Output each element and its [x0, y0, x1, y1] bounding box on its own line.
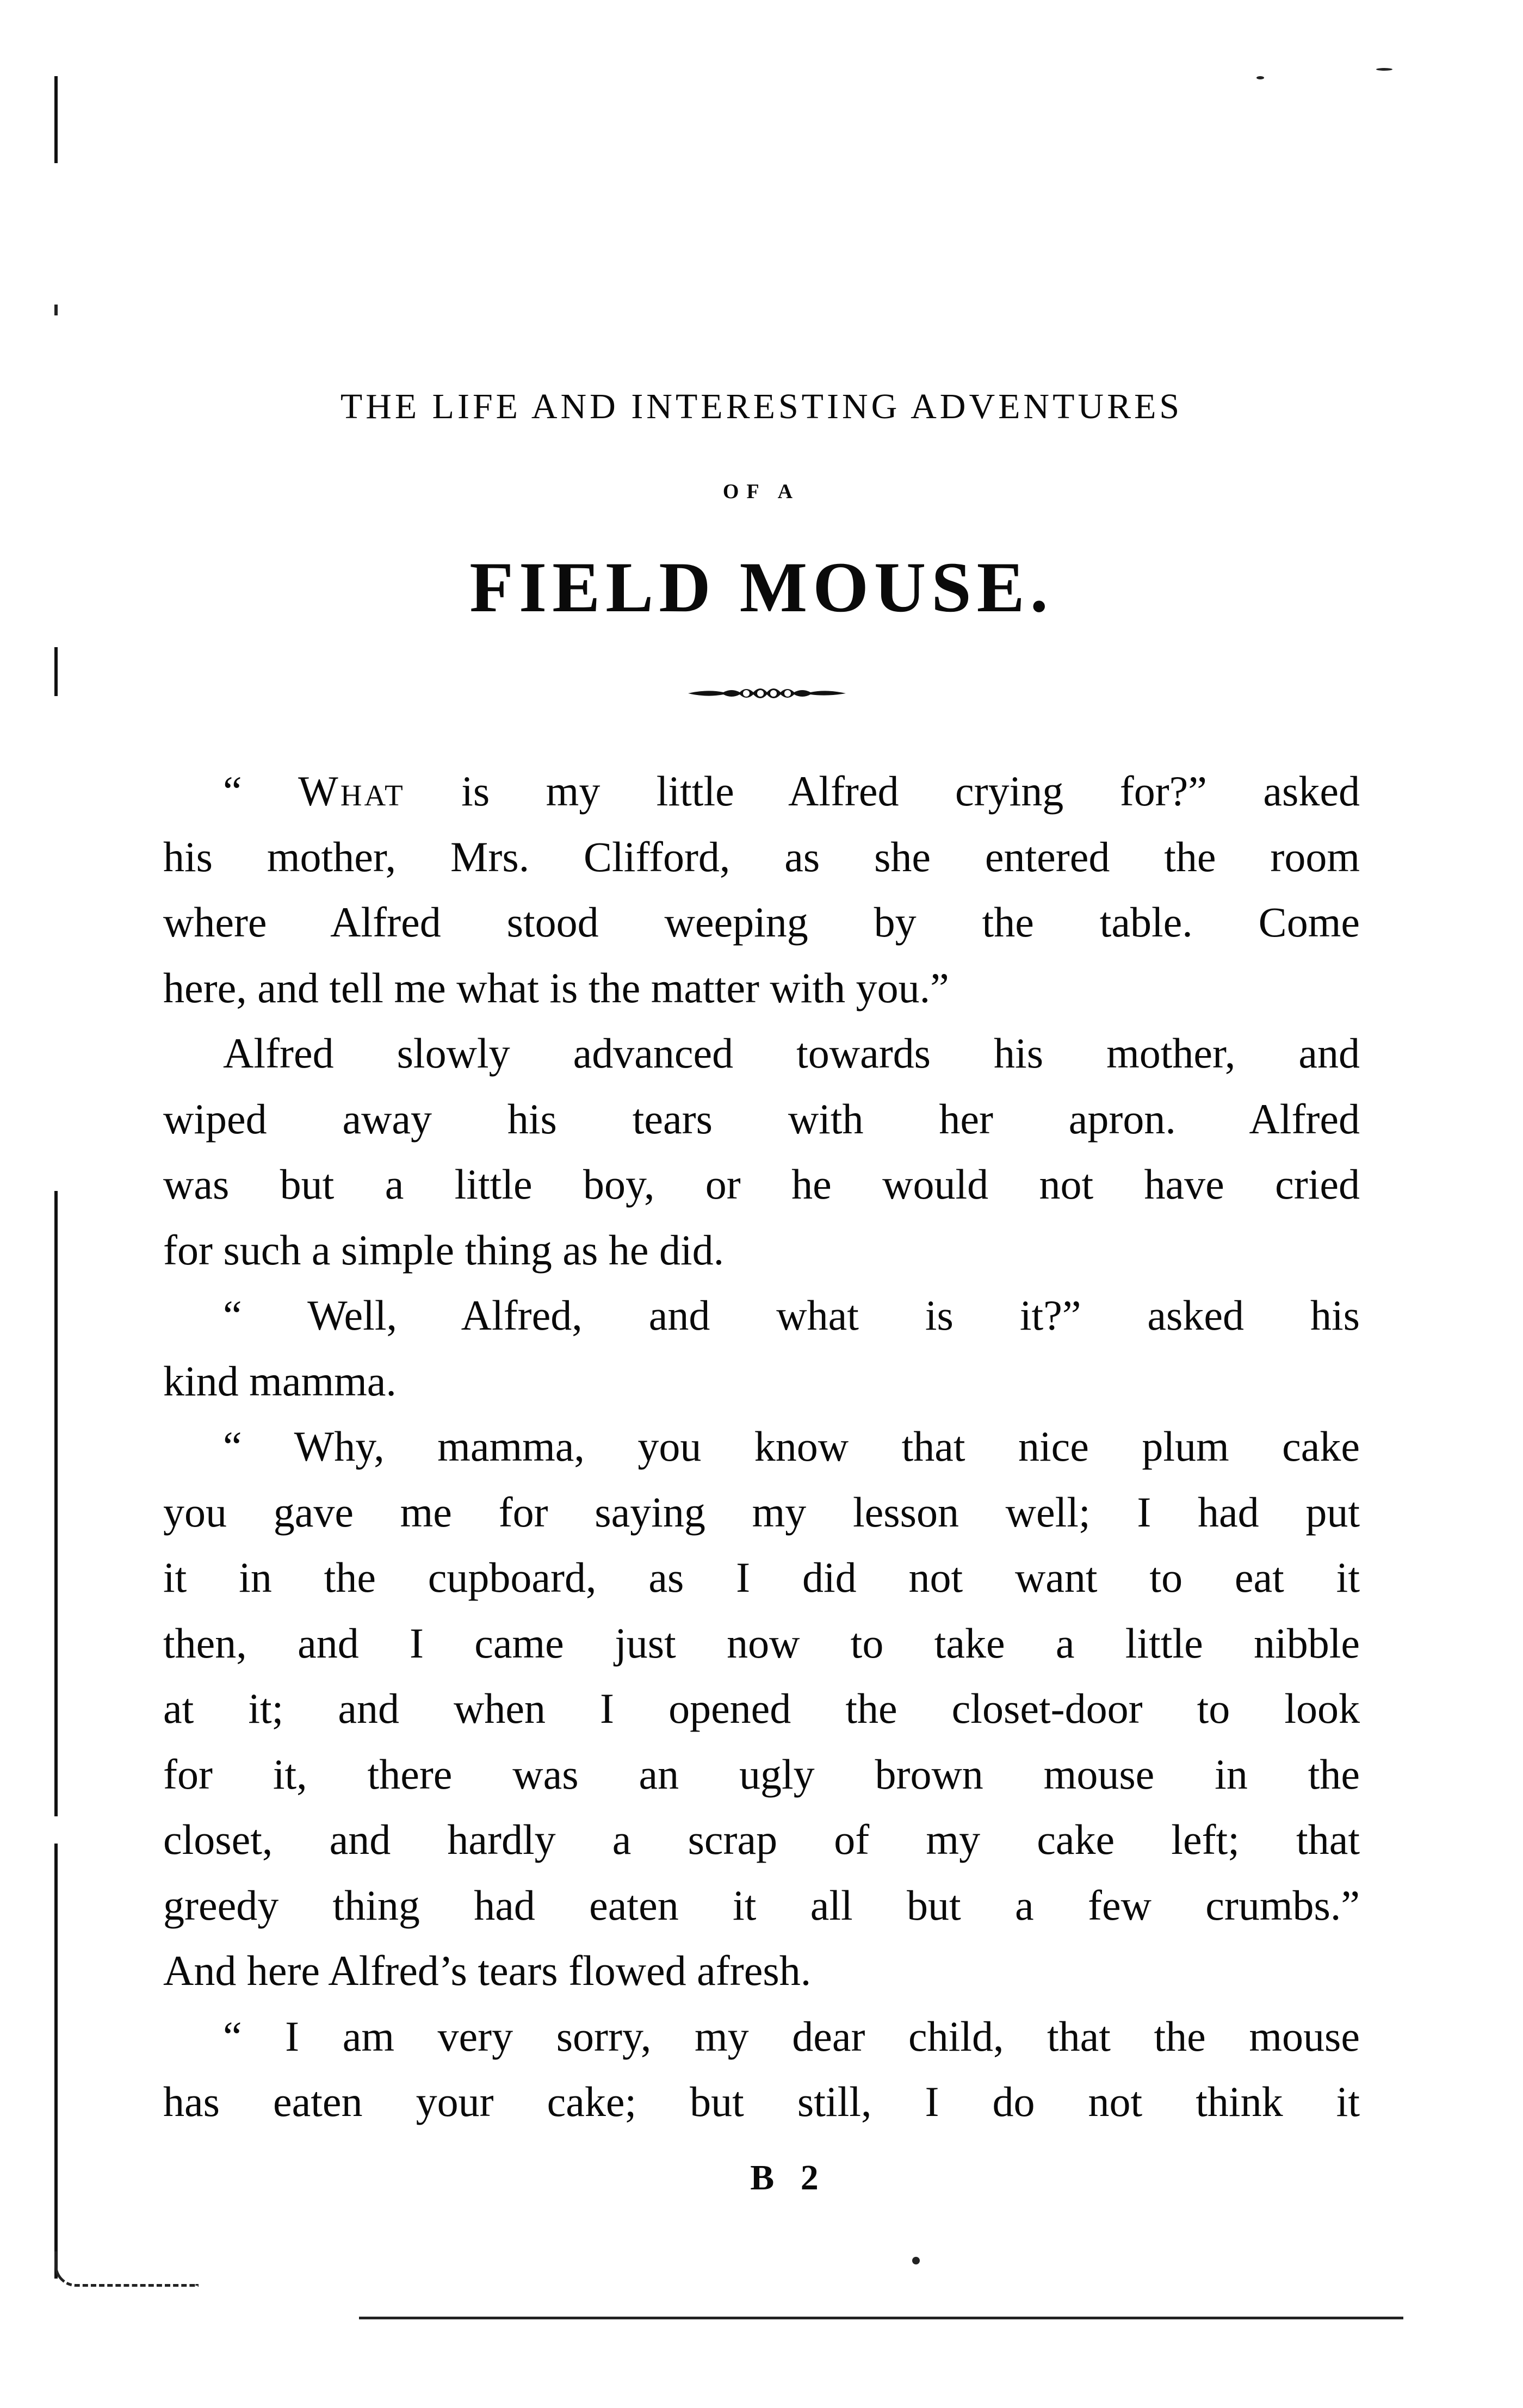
text-line: has eaten your cake; but still, I do not think it	[163, 2078, 1360, 2125]
text-line: at it; and when I opened the closet-door to look	[163, 1685, 1360, 1732]
text-line: for such a simple thing as he did.	[163, 1226, 725, 1274]
text-line: And here Alfred’s tears flowed afresh.	[163, 1947, 812, 1994]
text-line: then, and I came just now to take a little nibble	[163, 1619, 1360, 1667]
text-line: his mother, Mrs. Clifford, as she entered the room	[163, 833, 1360, 880]
ink-speck	[1256, 76, 1264, 79]
text-line: you gave me for saying my lesson well; I had put	[163, 1488, 1360, 1536]
text-line: “ Well, Alfred, and what is it?” asked his	[223, 1292, 1360, 1339]
text-line: “ I am very sorry, my dear child, that the mouse	[223, 2012, 1360, 2060]
story-text	[163, 759, 1360, 2135]
paragraph	[163, 1414, 1360, 2004]
page-binding-edge	[54, 76, 58, 2279]
paragraph	[163, 759, 1360, 1021]
text-line: it in the cupboard, as I did not want to eat it	[163, 1554, 1360, 1601]
text-line: for it, there was an ugly brown mouse in the	[163, 1750, 1360, 1798]
text-line: here, and tell me what is the matter with you.”	[163, 964, 949, 1011]
small-caps-word: What	[298, 767, 405, 815]
scroll-ornament-icon	[685, 677, 849, 710]
ink-speck	[912, 2257, 920, 2264]
text-line: “ Why, mamma, you know that nice plum cake	[223, 1423, 1360, 1470]
text-line: where Alfred stood weeping by the table. Come	[163, 898, 1360, 946]
text-line: kind mamma.	[163, 1357, 397, 1405]
series-title: THE LIFE AND INTERESTING ADVENTURES	[340, 387, 1183, 426]
page-corner-curl	[54, 2251, 199, 2287]
text-line: “ What is my little Alfred crying for?” asked	[223, 767, 1360, 815]
text-line: Alfred slowly advanced towards his mother, and	[223, 1029, 1360, 1077]
text-line: wiped away his tears with her apron. Alfred	[163, 1095, 1360, 1143]
title-connector: OF A	[722, 480, 801, 503]
text-line: was but a little boy, or he would not have cried	[163, 1160, 1360, 1208]
page-title: FIELD MOUSE.	[469, 547, 1054, 627]
page-bottom-edge	[359, 2317, 1403, 2319]
text-line: greedy thing had eaten it all but a few crumbs.”	[163, 1881, 1360, 1929]
ink-speck	[1376, 68, 1392, 71]
text-line: closet, and hardly a scrap of my cake left; that	[163, 1816, 1360, 1863]
paragraph	[163, 1021, 1360, 1283]
paragraph	[163, 2004, 1360, 2135]
paragraph	[163, 1283, 1360, 1414]
signature-mark: B 2	[750, 2158, 827, 2198]
